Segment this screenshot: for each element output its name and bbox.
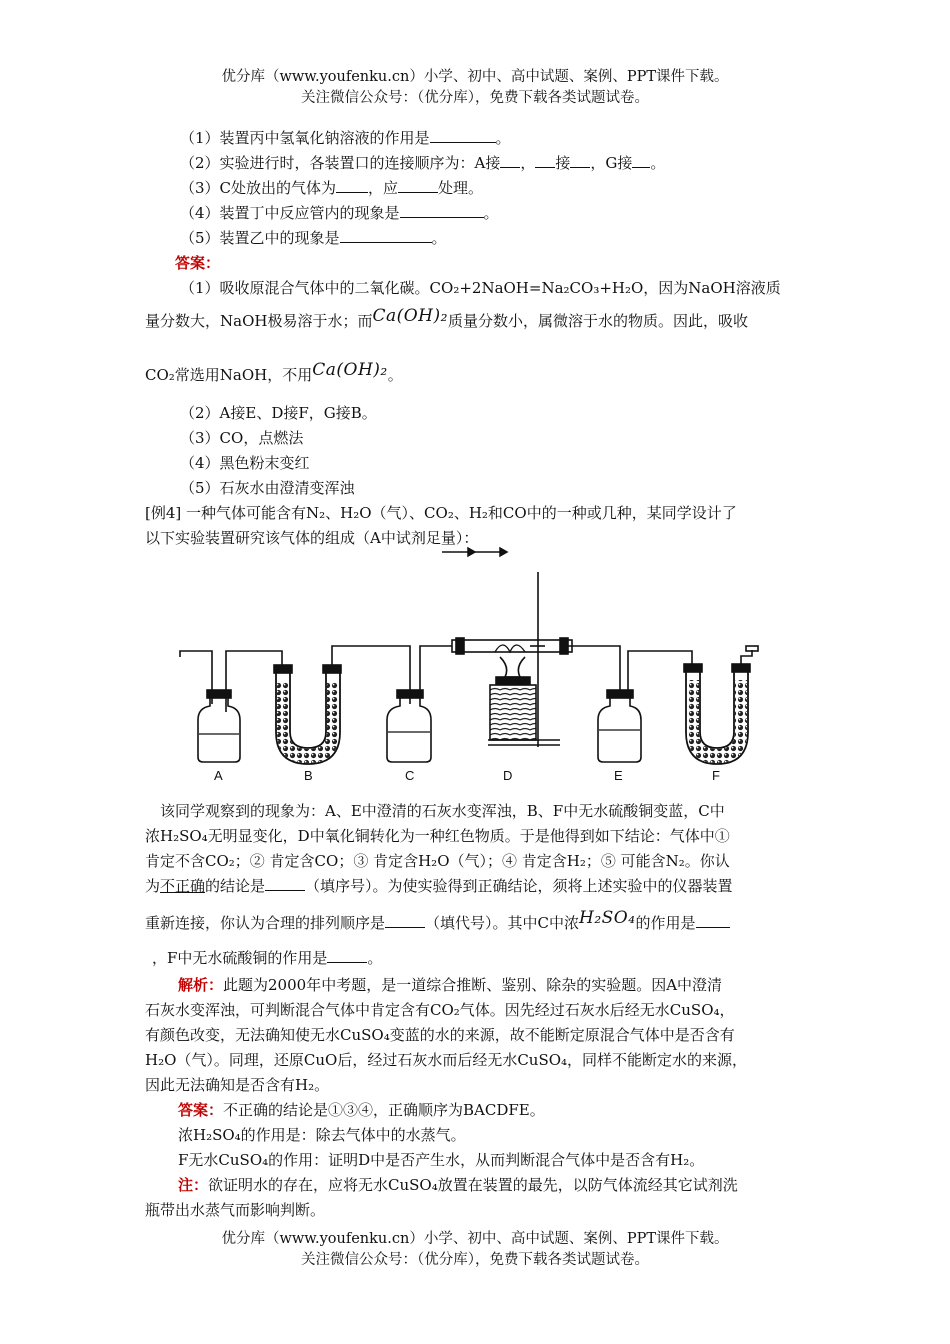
question-2-text-d: ，G接 xyxy=(590,154,633,172)
observation-line1: 该同学观察到的现象为：A、E中澄清的石灰水变浑浊，B、F中无水硫酸铜变蓝，C中 xyxy=(160,802,725,820)
answer-blank xyxy=(398,178,438,193)
formula-h2so4: H₂SO₄ xyxy=(579,908,636,928)
answer-blank xyxy=(400,203,484,218)
furnace-d xyxy=(452,572,620,747)
page-footer-line2: 关注微信公众号：（优分库），免费下载各类试题试卷。 xyxy=(301,1252,649,1268)
answer-1-line3-b: 。 xyxy=(387,366,403,384)
question-1-text: （1）装置丙中氢氧化钠溶液的作用是 xyxy=(180,129,430,147)
analysis-line1-text: 此题为2000年中考题，是一道综合推断、鉴别、除杂的实验题。因A中澄清 xyxy=(223,976,723,994)
u-tube-f xyxy=(684,646,758,764)
answer-blank xyxy=(696,913,730,928)
example-4-line1: [例4] 一种气体可能含有N₂、H₂O（气）、CO₂、H₂和CO中的一种或几种，某同学设计了 xyxy=(145,504,737,522)
answer-1-line2-b: 质量分数小，属微溶于水的物质。因此，吸收 xyxy=(447,312,748,330)
answer-blank xyxy=(430,128,496,143)
answer-blank xyxy=(385,913,425,928)
observation-line2: 浓H₂SO₄无明显变化，D中氧化铜转化为一种红色物质。于是他得到如下结论：气体中① xyxy=(145,827,730,845)
observation-line6-a: ，F中无水硫酸铜的作用是 xyxy=(152,949,328,967)
question-4-text: （4）装置丁中反应管内的现象是 xyxy=(180,204,400,222)
answer-blank xyxy=(336,178,368,193)
answer2-line3: F无水CuSO₄的作用：证明D中是否产生水，从而判断混合气体中是否含有H₂。 xyxy=(178,1151,705,1169)
question-3-text-b: ，应 xyxy=(368,179,399,197)
observation-line3: 肯定不含CO₂；② 肯定含CO；③ 肯定含H₂O（气）；④ 肯定含H₂；⑤ 可能含N₂。你认 xyxy=(145,852,730,870)
label-b: B xyxy=(304,768,313,783)
analysis-line1 xyxy=(178,974,722,995)
question-2 xyxy=(180,152,665,173)
page-header-line2: 关注微信公众号：（优分库），免费下载各类试题试卷。 xyxy=(301,90,649,106)
observation-line6 xyxy=(152,947,382,968)
answer-label: 答案： xyxy=(175,254,221,272)
label-c: C xyxy=(405,768,415,783)
answer2-line2: 浓H₂SO₄的作用是：除去气体中的水蒸气。 xyxy=(178,1126,466,1144)
observation-line5-b: （填代号）。其中C中浓 xyxy=(425,914,579,932)
observation-line4-c: （填序号）。为使实验得到正确结论，须将上述实验中的仪器装置 xyxy=(305,877,733,895)
figure-labels xyxy=(214,768,720,783)
observation-line5-c: 的作用是 xyxy=(635,914,696,932)
formula-caoh2: Ca(OH)₂ xyxy=(372,306,448,326)
question-3-text-a: （3）C处放出的气体为 xyxy=(180,179,337,197)
question-5-end: 。 xyxy=(431,229,447,247)
question-1-end: 。 xyxy=(495,129,511,147)
answer2-line1-text: 不正确的结论是①③④，正确顺序为BACDFE。 xyxy=(223,1101,545,1119)
note-line1 xyxy=(178,1174,738,1195)
question-5 xyxy=(180,227,447,248)
analysis-line3: 有颜色改变，无法确知使无水CuSO₄变蓝的水的来源，故不能断定原混合气体中是否含有 xyxy=(145,1026,735,1044)
label-a: A xyxy=(214,768,223,783)
answer-1-line2-a: 量分数大，NaOH极易溶于水；而 xyxy=(145,312,373,330)
observation-line4-b: 的结论是 xyxy=(205,877,266,895)
question-3 xyxy=(180,177,483,198)
answer-blank xyxy=(327,948,367,963)
question-2-end: 。 xyxy=(650,154,666,172)
answer-blank xyxy=(632,153,650,168)
bottle-e xyxy=(598,651,692,762)
note-line2: 瓶带出水蒸气而影响判断。 xyxy=(145,1201,326,1219)
answer-1-line1: （1）吸收原混合气体中的二氧化碳。CO₂+2NaOH=Na₂CO₃+H₂O，因为NaOH溶液质 xyxy=(180,279,781,297)
answer-3: （3）CO，点燃法 xyxy=(180,429,304,447)
note-label: 注： xyxy=(178,1176,209,1194)
answer2-line1 xyxy=(178,1099,545,1120)
answer-5: （5）石灰水由澄清变浑浊 xyxy=(180,479,355,497)
answer-blank xyxy=(570,153,590,168)
observation-underlined: 不正确 xyxy=(160,877,206,895)
formula-caoh2: Ca(OH)₂ xyxy=(312,360,388,380)
question-4 xyxy=(180,202,499,223)
answer-blank xyxy=(500,153,520,168)
u-tube-b xyxy=(274,646,410,764)
analysis-label: 解析： xyxy=(178,976,224,994)
page-header-line1: 优分库（www.youfenku.cn）小学、初中、高中试题、案例、PPT课件下载。 xyxy=(221,69,729,85)
question-2-text-b: ， xyxy=(520,154,536,172)
observation-line5-a: 重新连接，你认为合理的排列顺序是 xyxy=(145,914,386,932)
answer-2: （2）A接E、D接F，G接B。 xyxy=(180,404,377,422)
question-2-text-a: （2）实验进行时，各装置口的连接顺序为：A接 xyxy=(180,154,501,172)
observation-line4-a: 为 xyxy=(145,877,161,895)
analysis-line5: 因此无法确知是否含有H₂。 xyxy=(145,1076,330,1094)
question-2-text-c: 接 xyxy=(555,154,571,172)
flow-arrows xyxy=(442,548,507,556)
observation-line5 xyxy=(145,908,730,933)
label-f: F xyxy=(712,768,720,783)
note-line1-text: 欲证明水的存在，应将无水CuSO₄放置在装置的最先，以防气体流经其它试剂洗 xyxy=(208,1176,738,1194)
analysis-line2: 石灰水变浑浊，可判断混合气体中肯定含有CO₂气体。因先经过石灰水后经无水CuSO₄， xyxy=(145,1001,735,1019)
observation-line6-b: 。 xyxy=(367,949,383,967)
apparatus-figure xyxy=(170,542,790,792)
answer-blank xyxy=(265,876,305,891)
answer2-label: 答案： xyxy=(178,1101,224,1119)
answer-1-line3-a: CO₂常选用NaOH，不用 xyxy=(145,366,313,384)
question-5-text: （5）装置乙中的现象是 xyxy=(180,229,340,247)
answer-blank xyxy=(535,153,555,168)
page-footer-line1: 优分库（www.youfenku.cn）小学、初中、高中试题、案例、PPT课件下载。 xyxy=(221,1231,729,1247)
analysis-line4: H₂O（气）。同理，还原CuO后，经过石灰水而后经无水CuSO₄，同样不能断定水的来源， xyxy=(145,1051,748,1069)
question-3-end: 处理。 xyxy=(438,179,484,197)
bottle-a xyxy=(180,651,282,762)
observation-line4 xyxy=(145,875,733,896)
question-1 xyxy=(180,127,511,148)
answer-4: （4）黑色粉末变红 xyxy=(180,454,310,472)
answer-blank xyxy=(340,228,432,243)
bottle-c xyxy=(387,646,452,762)
question-4-end: 。 xyxy=(483,204,499,222)
answer-1-line2 xyxy=(145,306,748,331)
label-d: D xyxy=(503,768,513,783)
answer-1-line3 xyxy=(145,360,403,385)
label-e: E xyxy=(614,768,623,783)
example-4-line2: 以下实验装置研究该气体的组成（A中试剂足量）： xyxy=(145,529,479,547)
